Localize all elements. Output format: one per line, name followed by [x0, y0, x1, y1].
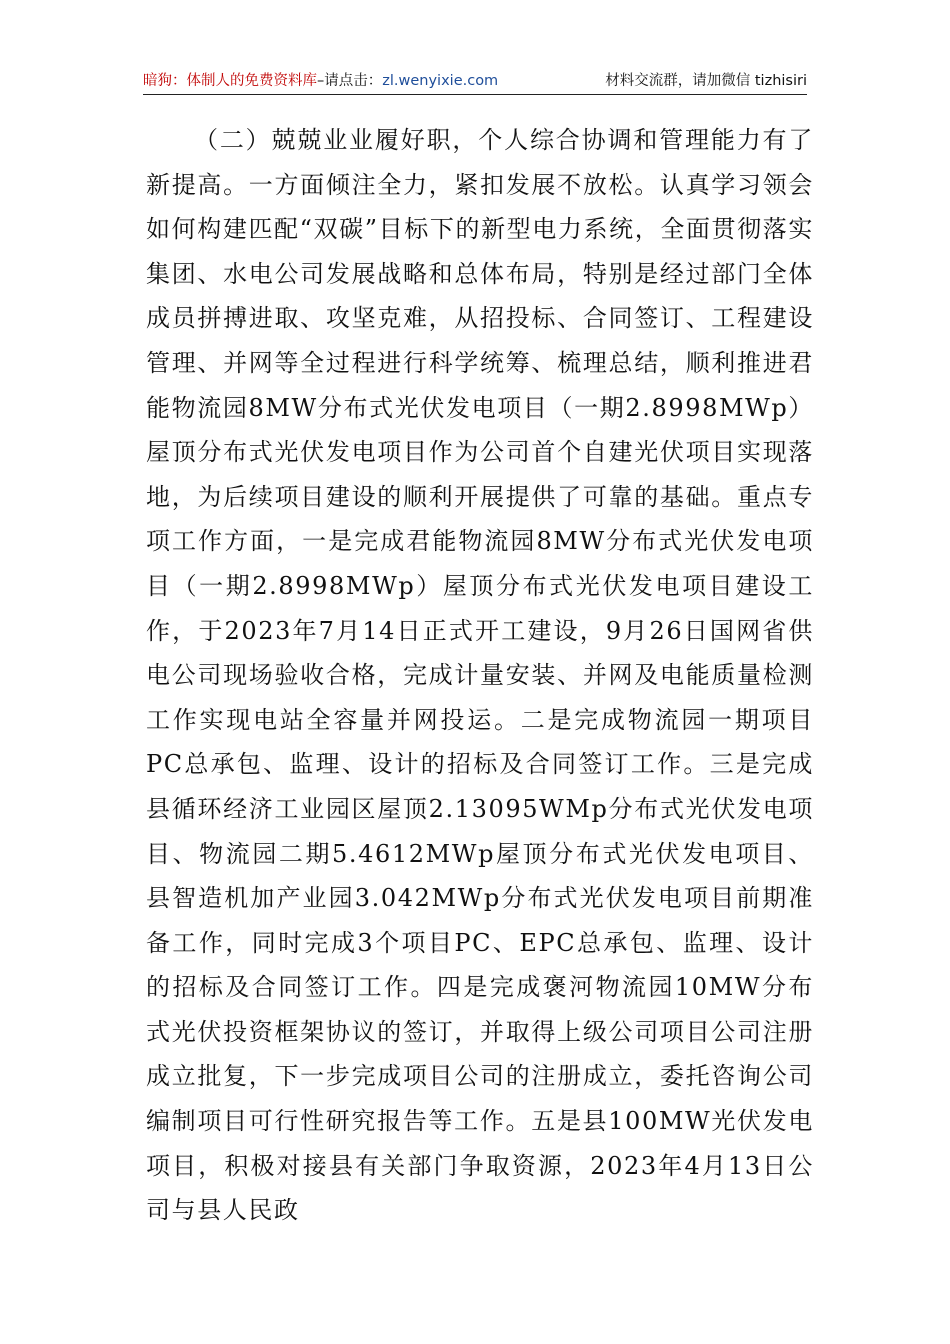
header-contact: 材料交流群，请加微信 tizhisiri: [605, 73, 807, 89]
header-site-link[interactable]: zl.wenyixie.com: [382, 73, 499, 89]
header-click-prompt: –请点击：: [317, 73, 383, 89]
document-body: [146, 118, 814, 1233]
header-brand: 暗狗：体制人的免费资料库: [143, 73, 317, 89]
page-header: [143, 68, 807, 95]
body-paragraph: （二）兢兢业业履好职，个人综合协调和管理能力有了新提高。一方面倾注全力，紧扣发展不放松。认真学习领会如何构建匹配“双碳”目标下的新型电力系统，全面贯彻落实集团、水电公司发展战略和总体布局，特别是经过部门全体成员拼搏进取、攻坚克难，从招投标、合同签订、工程建设管理、并网等全过程进行科学统筹、梳理总结，顺利推进君能物流园8MW分布式光伏发电项目（一期2.8998MWp）屋顶分布式光伏发电项目作为公司首个自建光伏项目实现落地，为后续项目建设的顺利开展提供了可靠的基础。重点专项工作方面，一是完成君能物流园8MW分布式光伏发电项目（一期2.8998MWp）屋顶分布式光伏发电项目建设工作，于2023年7月14日正式开工建设，9月26日国网省供电公司现场验收合格，完成计量安装、并网及电能质量检测工作实现电站全容量并网投运。二是完成物流园一期项目PC总承包、监理、设计的招标及合同签订工作。三是完成县循环经济工业园区屋顶2.13095WMp分布式光伏发电项目、物流园二期5.4612MWp屋顶分布式光伏发电项目、县智造机加产业园3.042MWp分布式光伏发电项目前期准备工作，同时完成3个项目PC、EPC总承包、监理、设计的招标及合同签订工作。四是完成褒河物流园10MW分布式光伏投资框架协议的签订，并取得上级公司项目公司注册成立批复，下一步完成项目公司的注册成立，委托咨询公司编制项目可行性研究报告等工作。五是县100MW光伏发电项目，积极对接县有关部门争取资源，2023年4月13日公司与县人民政: [146, 126, 814, 1225]
